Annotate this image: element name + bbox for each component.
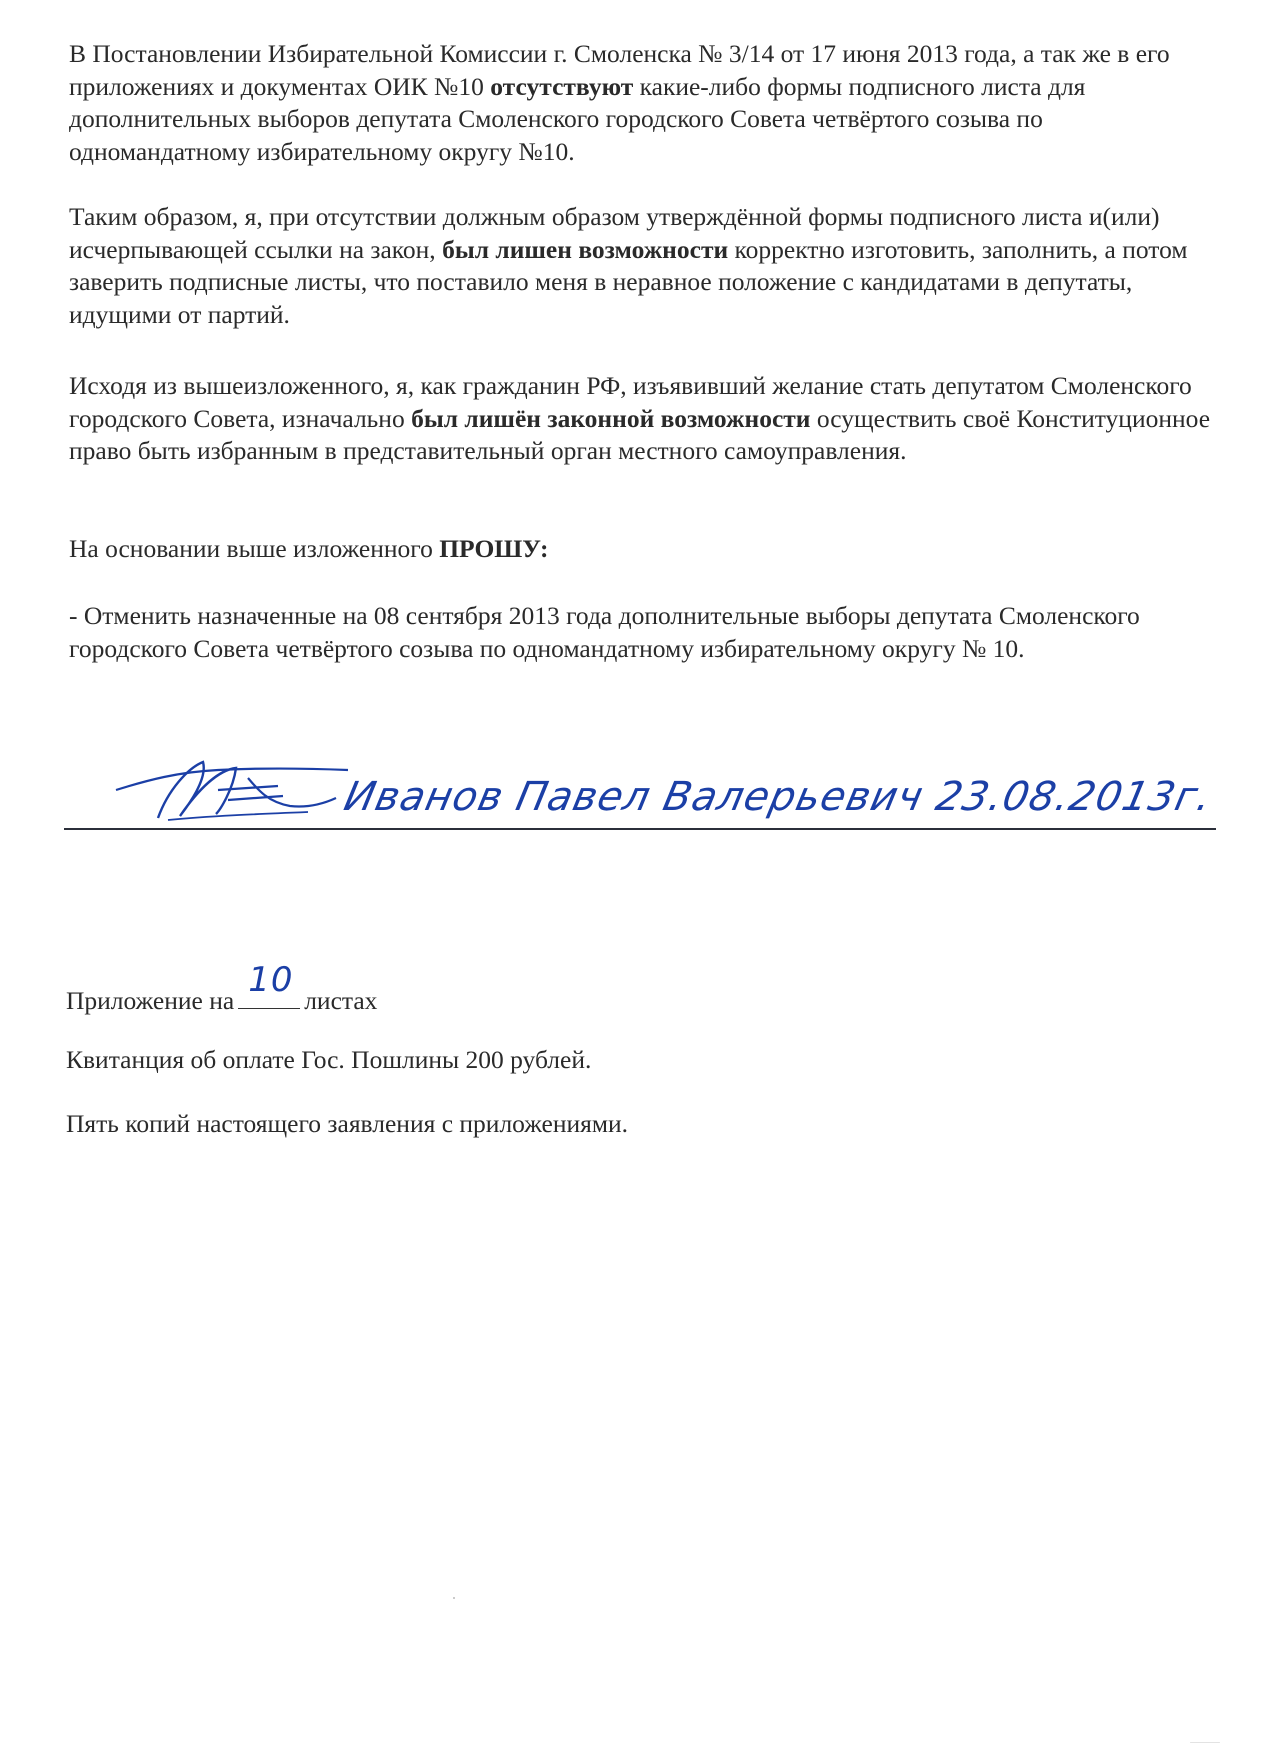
paragraph-1 bbox=[69, 38, 1219, 168]
paragraph-3-bold: был лишён законной возможности bbox=[411, 403, 811, 433]
signature-scribble-icon bbox=[108, 750, 358, 830]
attachment-line-3: Пять копий настоящего заявления с приложениями. bbox=[66, 1109, 629, 1138]
scan-speck bbox=[1190, 1742, 1220, 1743]
paragraph-2-text-a: Таким образом, я, при отсутствии должным образом утверждённой формы подписного листа и(или) исчерпывающей ссылки на закон, bbox=[69, 202, 1160, 264]
request-heading-bold: ПРОШУ: bbox=[439, 534, 549, 563]
attachment-line-1 bbox=[66, 960, 378, 1017]
paragraph-2 bbox=[69, 201, 1219, 331]
paragraph-3-text-b: осуществить своё Конституционное право быть избранным в представительный орган местного самоуправления. bbox=[69, 403, 1211, 465]
signature-line bbox=[64, 828, 1216, 830]
signature-block bbox=[0, 740, 1275, 850]
request-heading-text: На основании выше изложенного bbox=[69, 534, 440, 563]
attachment-1-suffix: листах bbox=[304, 986, 378, 1015]
paragraph-1-text-b: какие-либо формы подписного листа для дополнительных выборов депутата Смоленского городского Совета четвёртого созыва по одномандатному избирательному округу №10. bbox=[69, 71, 1086, 166]
scan-speck bbox=[453, 1597, 455, 1599]
request-heading bbox=[69, 533, 1219, 566]
request-item-text: - Отменить назначенные на 08 сентября 2013 года дополнительные выборы депутата Смоленского городского Совета четвёртого созыва по одномандатному избирательному округу № 10. bbox=[69, 601, 1140, 663]
paragraph-1-bold: отсутствуют bbox=[490, 71, 634, 101]
paragraph-2-text-b: корректно изготовить, заполнить, а потом заверить подписные листы, что поставило меня в неравное положение с кандидатами в депутаты, идущими от партий. bbox=[69, 234, 1188, 329]
paragraph-3-text-a: Исходя из вышеизложенного, я, как гражданин РФ, изъявивший желание стать депутатом Смоленского городского Совета, изначально bbox=[69, 371, 1192, 433]
attachment-line-2: Квитанция об оплате Гос. Пошлины 200 рублей. bbox=[66, 1045, 592, 1074]
paragraph-1-text-a: В Постановлении Избирательной Комиссии г. Смоленска № 3/14 от 17 июня 2013 года, а так же в его приложениях и документах ОИК №10 bbox=[69, 39, 1170, 101]
request-item bbox=[69, 600, 1219, 665]
handwritten-signature-name-date: Иванов Павел Валерьевич 23.08.2013г. bbox=[340, 774, 1217, 820]
attachment-count-blank bbox=[238, 960, 300, 1009]
paragraph-3 bbox=[69, 370, 1219, 468]
paragraph-2-bold: был лишен возможности bbox=[442, 234, 729, 264]
handwritten-attachment-count: 10 bbox=[248, 960, 294, 1000]
attachment-1-prefix: Приложение на bbox=[66, 986, 235, 1015]
